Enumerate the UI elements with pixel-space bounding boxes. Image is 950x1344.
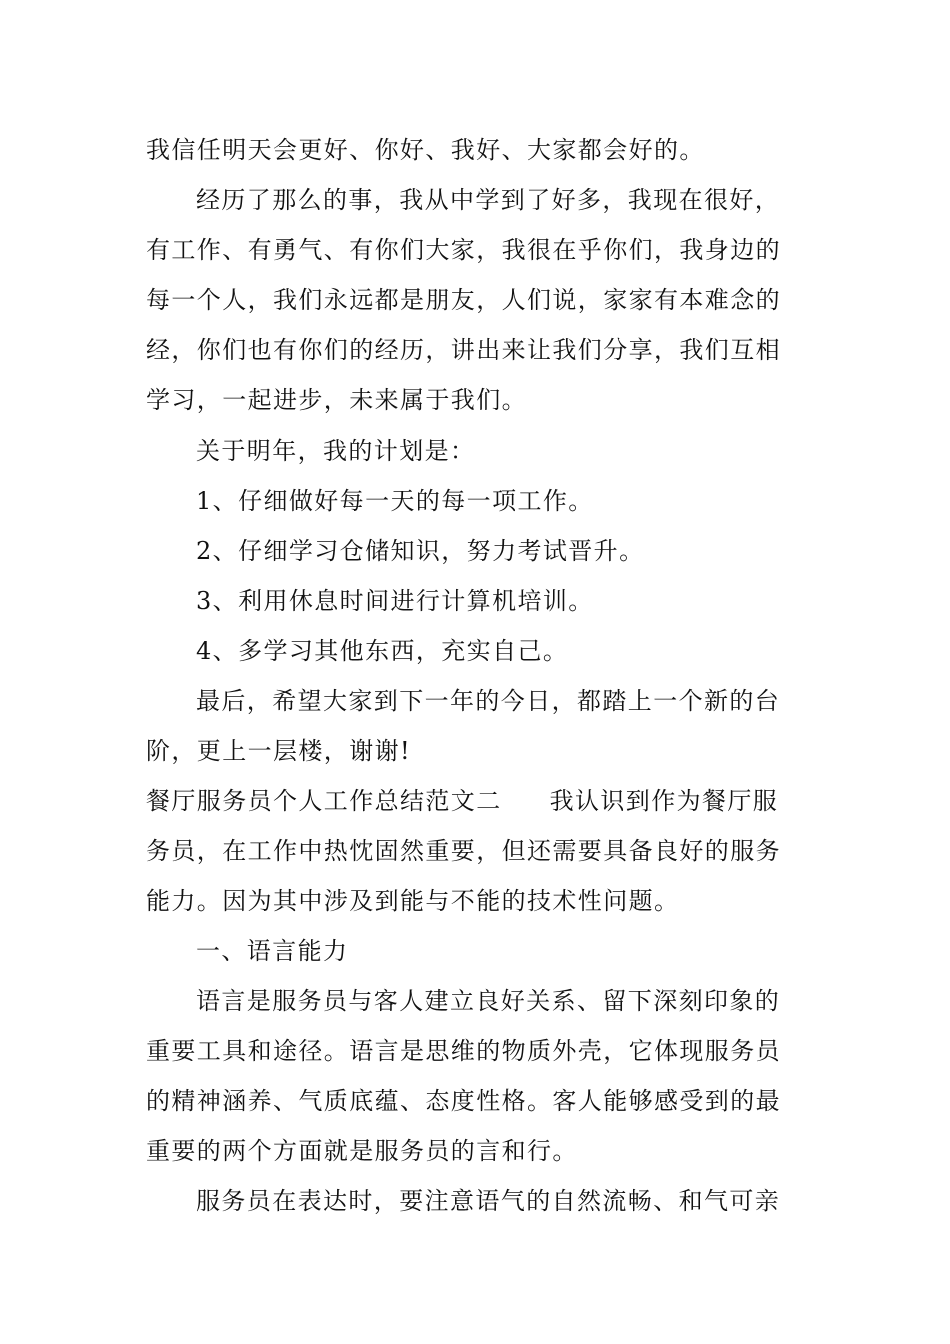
- text-line: 每一个人，我们永远都是朋友，人们说，家家有本难念的: [146, 286, 781, 314]
- text-line: 我信任明天会更好、你好、我好、大家都会好的。: [146, 136, 705, 164]
- list-item: 4、多学习其他东西，充实自己。: [196, 637, 569, 665]
- text-line: 经历了那么的事，我从中学到了好多，我现在很好，: [196, 186, 781, 214]
- text-line: 重要的两个方面就是服务员的言和行。: [146, 1137, 578, 1165]
- text-line: 服务员在表达时，要注意语气的自然流畅、和气可亲: [196, 1187, 781, 1215]
- text-line: 最后，希望大家到下一年的今日，都踏上一个新的台: [196, 687, 781, 715]
- text-line: 的精神涵养、气质底蕴、态度性格。客人能够感受到的最: [146, 1087, 781, 1115]
- list-item: 1、仔细做好每一天的每一项工作。: [196, 487, 594, 515]
- text-line: 务员，在工作中热忱固然重要，但还需要具备良好的服务: [146, 837, 781, 865]
- text-line: 关于明年，我的计划是：: [196, 437, 476, 465]
- subsection-heading: 一、语言能力: [196, 937, 349, 965]
- text-line: 学习，一起进步，未来属于我们。: [146, 386, 527, 414]
- section-intro: 我认识到作为餐厅服: [549, 787, 779, 815]
- section-title: 餐厅服务员个人工作总结范文二: [146, 787, 502, 815]
- list-item: 2、仔细学习仓储知识，努力考试晋升。: [196, 537, 645, 565]
- text-line: 重要工具和途径。语言是思维的物质外壳，它体现服务员: [146, 1037, 781, 1065]
- text-line: 阶，更上一层楼，谢谢!: [146, 737, 412, 765]
- list-item: 3、利用休息时间进行计算机培训。: [196, 587, 594, 615]
- text-line: 有工作、有勇气、有你们大家，我很在乎你们，我身边的: [146, 236, 781, 264]
- section-heading-line: [146, 781, 816, 821]
- text-line: 能力。因为其中涉及到能与不能的技术性问题。: [146, 887, 680, 915]
- text-line: 经，你们也有你们的经历，讲出来让我们分享，我们互相: [146, 336, 781, 364]
- text-line: 语言是服务员与客人建立良好关系、留下深刻印象的: [196, 987, 781, 1015]
